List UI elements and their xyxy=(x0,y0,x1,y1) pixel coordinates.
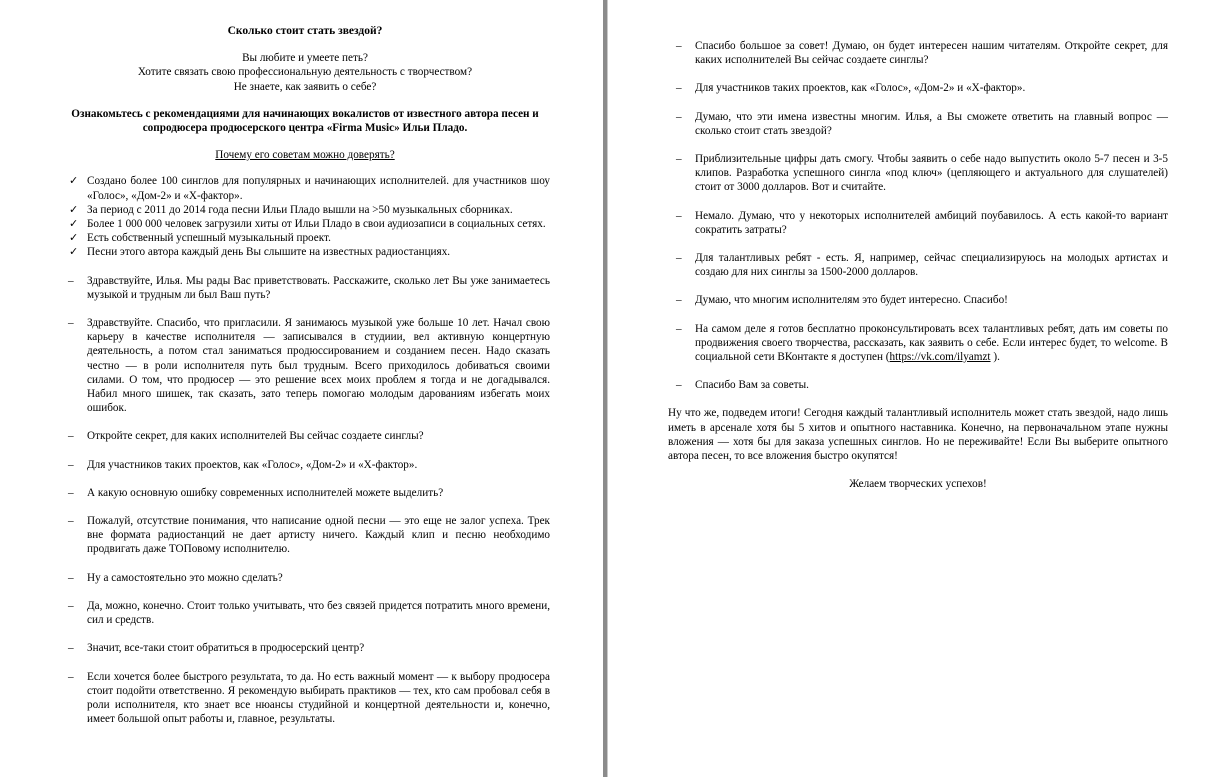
dialog-item xyxy=(668,39,1168,67)
dash-bullet: – xyxy=(676,294,682,307)
credential-item xyxy=(60,231,550,245)
dash-bullet: – xyxy=(676,209,682,222)
dialog-text: Значит, все-таки стоит обратиться в продюсерский центр? xyxy=(87,642,365,655)
dash-bullet: – xyxy=(68,599,74,612)
dialog-item xyxy=(60,486,550,500)
summary-paragraph: Ну что же, подведем итоги! Сегодня каждый талантливый исполнитель может стать звездой, надо лишь иметь в арсенале хотя бы 5 хитов и опытного наставника. Конечно, на первоначальном этапе нужны вложения — хотя бы для заказа успешных синглов. Но не переживайте! Если Вы выберите опытного автора песен, то все вложения быстро окупятся! xyxy=(668,407,1168,463)
dash-bullet: – xyxy=(676,322,682,335)
dash-bullet: – xyxy=(68,317,74,330)
dialog-item xyxy=(668,378,1168,392)
credential-item xyxy=(60,203,550,217)
dialog-text: Немало. Думаю, что у некоторых исполнителей амбиций поубавилось. А есть какой-то вариант сократить затраты? xyxy=(695,209,1168,236)
page-left-content xyxy=(60,24,550,740)
checkmark-icon: ✓ xyxy=(69,246,79,259)
dialog-item xyxy=(60,670,550,727)
credential-item xyxy=(60,174,550,202)
page-divider xyxy=(600,0,618,777)
document-page-right xyxy=(618,0,1207,777)
intro-line: Вы любите и умеете петь? xyxy=(242,52,368,65)
dash-bullet: – xyxy=(68,458,74,471)
dash-bullet: – xyxy=(68,515,74,528)
credential-item xyxy=(60,245,550,259)
consult-text: На самом деле я готов бесплатно проконсультировать всех талантливых ребят, дать им советы по продвижения своего творчества, рассказать, как заявить о себе. Если интерес будет, то welcome. В социальной сети ВКонтакте я доступен ( xyxy=(695,322,1168,364)
closing-line: Желаем творческих успехов! xyxy=(849,478,987,491)
checkmark-icon: ✓ xyxy=(69,218,79,231)
dialog-text: Спасибо большое за совет! Думаю, он будет интересен нашим читателям. Откройте секрет, для каких исполнителей Вы сейчас создаете синглы? xyxy=(695,40,1168,67)
dialog-item xyxy=(60,571,550,585)
dialog-item xyxy=(668,293,1168,307)
dialog-item xyxy=(668,110,1168,138)
page-right-content xyxy=(668,39,1168,491)
divider-shadow xyxy=(607,0,608,777)
credential-text: Создано более 100 синглов для популярных и начинающих исполнителей. для участников шоу «Голос», «Дом-2» и «Х-фактор». xyxy=(87,175,550,202)
vk-profile-link[interactable]: https://vk.com/ilyamzt xyxy=(889,351,991,364)
credentials-list xyxy=(60,174,550,259)
dialog-text: Ну а самостоятельно это можно сделать? xyxy=(87,571,283,584)
dialog-item xyxy=(668,152,1168,195)
dialog-item xyxy=(60,316,550,415)
dialog-item xyxy=(60,458,550,472)
article-title: Сколько стоит стать звездой? xyxy=(227,25,383,37)
dash-bullet: – xyxy=(676,252,682,265)
dialog-text: Для талантливых ребят - есть. Я, например, сейчас специализируюсь на молодых артистах и создаю для них синглы за 1500-2000 долларов. xyxy=(695,252,1168,279)
lead-paragraph: Ознакомьтесь с рекомендациями для начинающих вокалистов от известного автора песен и сопродюсера продюсерского центра «Firma Music» Ильи Пладо. xyxy=(71,107,539,135)
dialog-text: А какую основную ошибку современных исполнителей можете выделить? xyxy=(87,486,444,499)
dash-bullet: – xyxy=(68,430,74,443)
dialog-item xyxy=(668,251,1168,279)
dialog-text: Если хочется более быстрого результата, то да. Но есть важный момент — к выбору продюсера стоит подойти ответственно. Я рекомендую выбирать практиков — тех, кто сам пробовал себя в роли исполнителя, кто знает все нюансы студийной и концертной деятельности и, конечно, имеет большой опыт работы и, главное, результаты. xyxy=(87,670,550,726)
dialog-text: Да, можно, конечно. Стоит только учитывать, что без связей придется потратить много времени, сил и средств. xyxy=(87,599,550,627)
checkmark-icon: ✓ xyxy=(69,203,79,216)
dialog-text: Пожалуй, отсутствие понимания, что написание одной песни — это еще не залог успеха. Трек вне формата радиостанций не дает артисту ничего. Каждый клип и песню необходимо продвигать даже ТОПовому исполнителю. xyxy=(87,515,550,556)
credential-text: За период с 2011 до 2014 года песни Ильи Пладо вышли на >50 музыкальных сборниках. xyxy=(87,203,513,216)
dash-bullet: – xyxy=(676,40,682,52)
checkmark-icon: ✓ xyxy=(69,175,79,188)
credential-text: Есть собственный успешный музыкальный проект. xyxy=(87,232,331,245)
dash-bullet: – xyxy=(68,571,74,584)
dialog-text: Откройте секрет, для каких исполнителей Вы сейчас создаете синглы? xyxy=(87,430,424,443)
why-heading: Почему его советам можно доверять? xyxy=(215,149,395,162)
dialog-text: Думаю, что многим исполнителям это будет интересно. Спасибо! xyxy=(695,294,1008,307)
dialog-item xyxy=(60,429,550,443)
dialog-item xyxy=(60,514,550,557)
dash-bullet: – xyxy=(676,379,682,392)
dialog-text: Для участников таких проектов, как «Голос», «Дом-2» и «Х-фактор». xyxy=(87,458,418,471)
dialog-text: Приблизительные цифры дать смогу. Чтобы заявить о себе надо выпустить около 5-7 песен и 3-5 клипов. Разработка успешного сингла «под ключ» (цепляющего и актуального для слушателей) стоит от 3000 долларов. Вот и считайте. xyxy=(695,153,1168,194)
dash-bullet: – xyxy=(68,642,74,655)
interview-list-left xyxy=(60,274,550,727)
intro-line: Не знаете, как заявить о себе? xyxy=(233,80,377,93)
dialog-item xyxy=(668,81,1168,95)
dialog-text: Думаю, что эти имена известны многим. Илья, а Вы сможете ответить на главный вопрос — сколько стоит стать звездой? xyxy=(695,110,1168,137)
interview-list-right xyxy=(668,39,1168,392)
dialog-item xyxy=(60,641,550,655)
intro-line: Хотите связать свою профессиональную деятельность с творчеством? xyxy=(137,66,473,79)
dialog-text: Здравствуйте, Илья. Мы рады Вас приветствовать. Расскажите, сколько лет Вы уже занимаетесь музыкой и трудным ли был Ваш путь? xyxy=(87,274,550,301)
dash-bullet: – xyxy=(676,110,682,123)
dialog-item xyxy=(668,209,1168,237)
dialog-item xyxy=(60,274,550,302)
intro-block xyxy=(60,51,550,94)
dialog-text: Здравствуйте. Спасибо, что пригласили. Я занимаюсь музыкой уже больше 10 лет. Начал свою карьеру в качестве исполнителя — записывался в студиии, вел активную концертную деятельность, а потом стал заниматься продюссированием и созданием песен. Надо сказать честно — в роли исполнителя путь был трудным. Всего приходилось добиваться своими силами. О том, что продюсер — это решение всех моих проблем я тогда и не догадывался. Набил много шишек, так сказать, зато теперь помогаю молодым дарованиям избегать моих ошибок. xyxy=(87,317,550,415)
credential-item xyxy=(60,217,550,231)
dialog-text: Для участников таких проектов, как «Голос», «Дом-2» и «Х-фактор». xyxy=(695,82,1026,95)
dialog-item xyxy=(60,599,550,627)
dash-bullet: – xyxy=(676,82,682,95)
dash-bullet: – xyxy=(68,274,74,287)
checkmark-icon: ✓ xyxy=(69,232,79,245)
consult-end: ). xyxy=(990,351,1000,364)
document-page-left xyxy=(0,0,600,777)
dash-bullet: – xyxy=(68,670,74,683)
dash-bullet: – xyxy=(68,486,74,499)
dialog-item xyxy=(668,322,1168,365)
dialog-text: Спасибо Вам за советы. xyxy=(695,379,809,392)
credential-text: Песни этого автора каждый день Вы слышите на известных радиостанциях. xyxy=(87,246,451,259)
dash-bullet: – xyxy=(676,153,682,166)
credential-text: Более 1 000 000 человек загрузили хиты от Ильи Пладо в свои аудиозаписи в социальных сетях. xyxy=(87,218,546,231)
